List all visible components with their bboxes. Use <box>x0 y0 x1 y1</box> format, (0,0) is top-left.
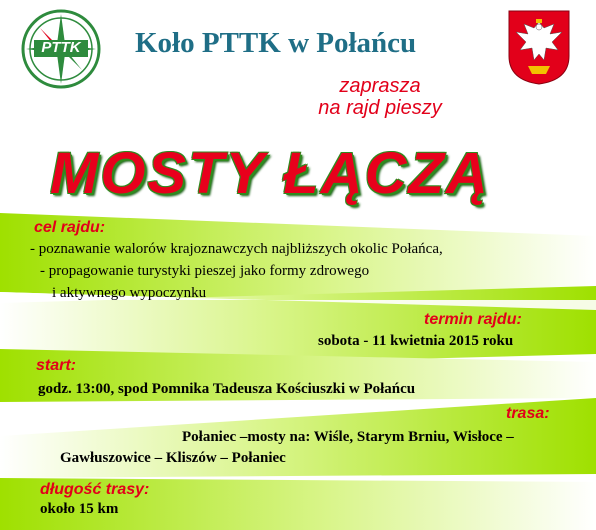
goal-line-1: - poznawanie walorów krajoznawczych najbliższych okolic Połańca, <box>30 241 443 257</box>
route-line-1: Połaniec –mosty na: Wiśle, Starym Brniu, Wisłoce – <box>182 429 514 445</box>
length-value: około 15 km <box>40 501 119 517</box>
goal-label: cel rajdu: <box>34 219 106 236</box>
route-line-2: Gawłuszowice – Kliszów – Połaniec <box>60 450 286 466</box>
date-label: termin rajdu: <box>424 311 522 328</box>
invite-line-2: na rajd pieszy <box>318 97 442 119</box>
goal-line-2: - propagowanie turystyki pieszej jako formy zdrowego <box>40 263 370 279</box>
logo-text: PTTK <box>41 39 81 56</box>
event-title: MOSTY ŁĄCZĄ <box>50 141 490 206</box>
route-label: trasa: <box>506 405 550 422</box>
coat-of-arms <box>506 8 572 86</box>
goal-line-3: i aktywnego wypoczynku <box>52 285 207 301</box>
length-label: długość trasy: <box>40 481 150 498</box>
invite-line-1: zaprasza <box>339 75 421 97</box>
pttk-logo <box>20 8 102 90</box>
start-value: godz. 13:00, spod Pomnika Tadeusza Kościuszki w Połańcu <box>38 381 416 397</box>
start-label: start: <box>36 357 77 374</box>
date-value: sobota - 11 kwietnia 2015 roku <box>318 333 514 349</box>
club-title: Koło PTTK w Połańcu <box>135 27 417 59</box>
